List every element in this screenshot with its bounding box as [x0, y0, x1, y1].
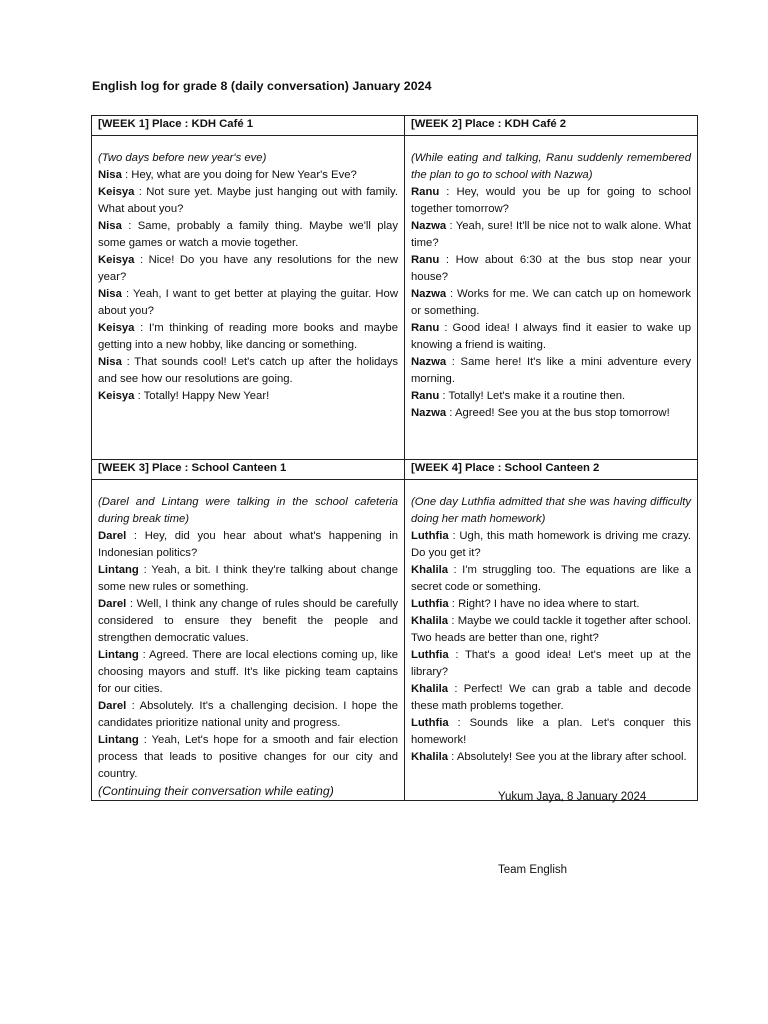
speaker-name: Nisa — [98, 220, 122, 232]
speaker-name: Keisya — [98, 254, 135, 266]
dialogue-line — [411, 528, 691, 562]
speaker-name: Nisa — [98, 288, 122, 300]
dialogue-line — [98, 528, 398, 562]
dialogue-text: : Absolutely. It's a challenging decision. I hope the candidates prioritize national unity and progress. — [98, 700, 398, 729]
place-date: Yukum Jaya, 8 January 2024 — [498, 791, 647, 803]
dialogue-text: : Yeah, sure! It'll be nice not to walk alone. What time? — [411, 220, 691, 249]
dialogue-line — [411, 218, 691, 252]
week-3-header: [WEEK 3] Place : School Canteen 1 — [92, 460, 405, 480]
dialogue-line — [98, 596, 398, 647]
week-1-header: [WEEK 1] Place : KDH Café 1 — [92, 116, 405, 136]
week-1-conversation — [92, 136, 405, 460]
dialogue-line — [411, 562, 691, 596]
dialogue-line — [411, 715, 691, 749]
dialogue-line — [411, 388, 691, 405]
dialogue-text: : Totally! Let's make it a routine then. — [439, 390, 626, 402]
speaker-name: Luthfia — [411, 530, 449, 542]
speaker-name: Lintang — [98, 564, 139, 576]
dialogue-line — [411, 613, 691, 647]
speaker-name: Keisya — [98, 390, 135, 402]
dialogue-text: : Agreed! See you at the bus stop tomorrow! — [446, 407, 670, 419]
dialogue-line — [411, 405, 691, 422]
dialogue-line — [98, 320, 398, 354]
dialogue-line — [98, 167, 398, 184]
dialogue-text: : Ugh, this math homework is driving me crazy. Do you get it? — [411, 530, 691, 559]
closing-note: (Continuing their conversation while eating) — [98, 784, 334, 798]
dialogue-text: : Agreed. There are local elections coming up, like choosing mayors and stuff. It's like picking team captains for our cities. — [98, 649, 398, 695]
speaker-name: Keisya — [98, 322, 135, 334]
dialogue-line — [411, 354, 691, 388]
speaker-name: Khalila — [411, 751, 449, 763]
dialogue-text: : Good idea! I always find it easier to wake up knowing a friend is waiting. — [411, 322, 691, 351]
speaker-name: Keisya — [98, 186, 135, 198]
dialogue-line — [411, 320, 691, 354]
speaker-name: Nazwa — [411, 356, 447, 368]
week-4-header: [WEEK 4] Place : School Canteen 2 — [405, 460, 698, 480]
scene-note: (While eating and talking, Ranu suddenly remembered the plan to go to school with Nazwa) — [411, 152, 691, 181]
dialogue-text: : Hey, what are you doing for New Year's Eve? — [121, 169, 357, 181]
dialogue-line — [411, 749, 691, 766]
dialogue-text: : Perfect! We can grab a table and decode these math problems together. — [411, 683, 691, 712]
dialogue-text: : Right? I have no idea where to start. — [448, 598, 640, 610]
dialogue-text: : Works for me. We can catch up on homework or something. — [411, 288, 691, 317]
speaker-name: Khalila — [411, 615, 449, 627]
speaker-name: Lintang — [98, 734, 139, 746]
dialogue-line — [98, 732, 398, 783]
dialogue-text: : Not sure yet. Maybe just hanging out with family. What about you? — [98, 186, 398, 215]
dialogue-text: : Totally! Happy New Year! — [134, 390, 270, 402]
speaker-name: Khalila — [411, 683, 449, 695]
dialogue-line — [411, 286, 691, 320]
speaker-name: Darel — [98, 700, 127, 712]
scene-note: (Two days before new year's eve) — [98, 152, 267, 164]
speaker-name: Ranu — [411, 254, 440, 266]
dialogue-text: : Yeah, Let's hope for a smooth and fair election process that leads to positive changes for our city and country. — [98, 734, 398, 780]
speaker-name: Nisa — [98, 169, 122, 181]
speaker-name: Luthfia — [411, 598, 449, 610]
dialogue-text: : Well, I think any change of rules should be carefully considered to ensure they benefit the people and strengthen democratic values. — [98, 598, 398, 644]
table-header-row — [92, 116, 698, 136]
conversation-log-table — [91, 115, 698, 801]
speaker-name: Luthfia — [411, 649, 449, 661]
dialogue-line — [411, 184, 691, 218]
dialogue-text: : How about 6:30 at the bus stop near your house? — [411, 254, 691, 283]
dialogue-text: : Hey, did you hear about what's happening in Indonesian politics? — [98, 530, 398, 559]
scene-note: (One day Luthfia admitted that she was having difficulty doing her math homework) — [411, 496, 691, 525]
dialogue-line — [411, 596, 691, 613]
speaker-name: Ranu — [411, 390, 440, 402]
dialogue-line — [98, 252, 398, 286]
table-body-row — [92, 480, 698, 801]
speaker-name: Ranu — [411, 322, 440, 334]
dialogue-line — [98, 354, 398, 388]
dialogue-line — [411, 647, 691, 681]
speaker-name: Nazwa — [411, 288, 447, 300]
dialogue-line — [98, 184, 398, 218]
week-4-conversation — [405, 480, 698, 801]
week-2-conversation — [405, 136, 698, 460]
scene-note: (Darel and Lintang were talking in the school cafeteria during break time) — [98, 496, 398, 525]
speaker-name: Darel — [98, 530, 127, 542]
table-header-row — [92, 460, 698, 480]
dialogue-line — [98, 647, 398, 698]
dialogue-text: : Same, probably a family thing. Maybe we'll play some games or watch a movie together. — [98, 220, 398, 249]
dialogue-text: : That sounds cool! Let's catch up after the holidays and see how our resolutions are going. — [98, 356, 398, 385]
speaker-name: Lintang — [98, 649, 139, 661]
dialogue-line — [98, 562, 398, 596]
dialogue-text: : Nice! Do you have any resolutions for the new year? — [98, 254, 398, 283]
dialogue-line — [98, 698, 398, 732]
speaker-name: Luthfia — [411, 717, 449, 729]
dialogue-text: : Sounds like a plan. Let's conquer this homework! — [411, 717, 691, 746]
speaker-name: Nazwa — [411, 220, 447, 232]
dialogue-line — [98, 388, 398, 405]
signature: Team English — [498, 864, 568, 876]
dialogue-text: : That's a good idea! Let's meet up at the library? — [411, 649, 691, 678]
speaker-name: Khalila — [411, 564, 449, 576]
dialogue-text: : Yeah, a bit. I think they're talking about change some new rules or something. — [98, 564, 398, 593]
speaker-name: Nisa — [98, 356, 122, 368]
week-2-header: [WEEK 2] Place : KDH Café 2 — [405, 116, 698, 136]
dialogue-line — [98, 218, 398, 252]
page-title: English log for grade 8 (daily conversation) January 2024 — [92, 79, 432, 93]
dialogue-text: : I'm thinking of reading more books and maybe getting into a new hobby, like dancing or something. — [98, 322, 398, 351]
table-body-row — [92, 136, 698, 460]
dialogue-line — [98, 286, 398, 320]
dialogue-line — [411, 252, 691, 286]
dialogue-text: : Maybe we could tackle it together after school. Two heads are better than one, right? — [411, 615, 691, 644]
dialogue-text: : Absolutely! See you at the library after school. — [448, 751, 687, 763]
speaker-name: Darel — [98, 598, 127, 610]
dialogue-line — [411, 681, 691, 715]
week-3-conversation — [92, 480, 405, 801]
dialogue-text: : I'm struggling too. The equations are like a secret code or something. — [411, 564, 691, 593]
speaker-name: Ranu — [411, 186, 440, 198]
dialogue-text: : Yeah, I want to get better at playing the guitar. How about you? — [98, 288, 398, 317]
dialogue-text: : Same here! It's like a mini adventure every morning. — [411, 356, 691, 385]
dialogue-text: : Hey, would you be up for going to school together tomorrow? — [411, 186, 691, 215]
speaker-name: Nazwa — [411, 407, 447, 419]
